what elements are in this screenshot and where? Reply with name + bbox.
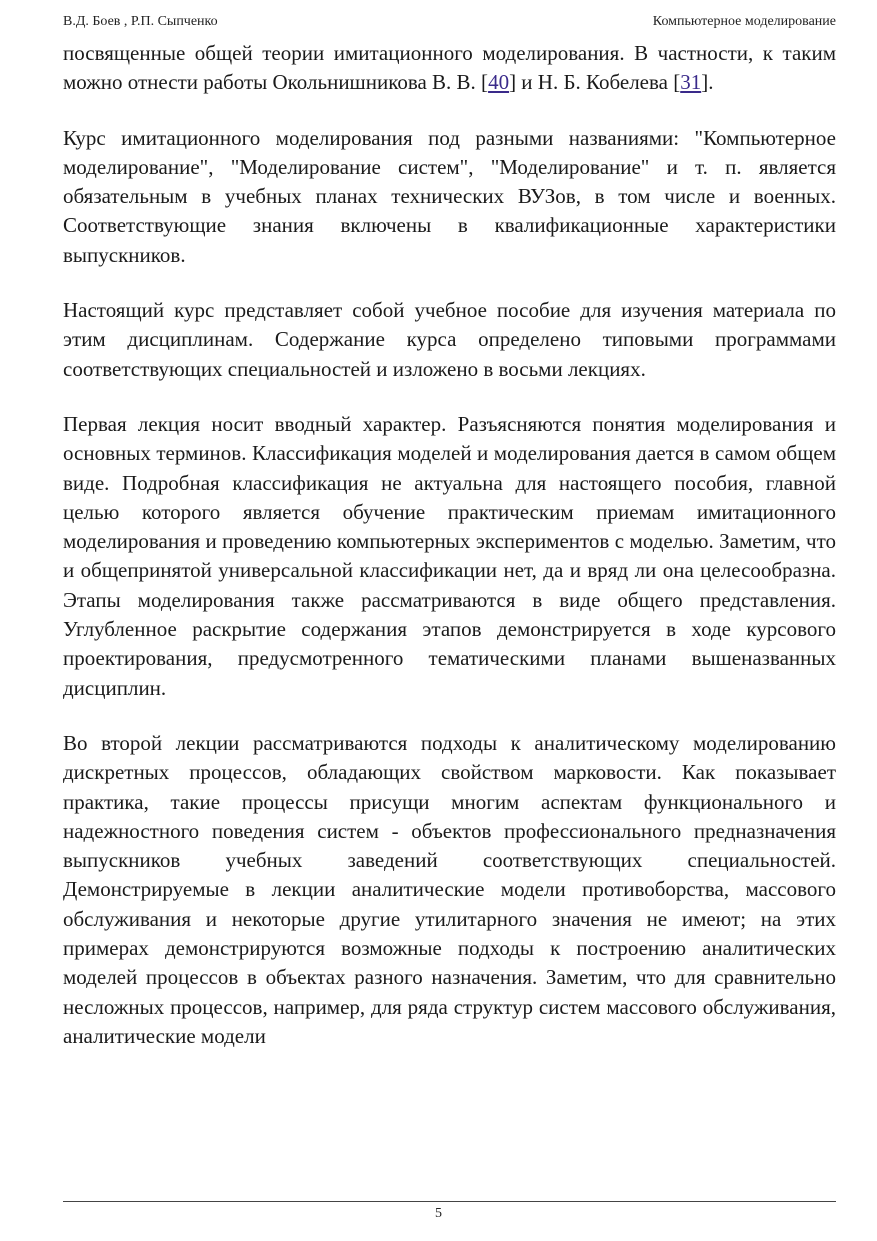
paragraph-3: Настоящий курс представляет собой учебное пособие для изучения материала по этим дисциплинам. Содержание курса определено типовыми программами соответствующих специальностей и изложено в восьми лекциях. — [63, 298, 836, 381]
paragraph-1-text-a: посвященные общей теории имитационного моделирования. В частности, к таким можно отнести работы Окольнишникова В. В. [ — [63, 41, 836, 95]
paragraph-1 — [63, 39, 836, 98]
page-header — [63, 14, 836, 36]
reference-link-31[interactable]: 31 — [680, 70, 702, 95]
header-book-title: Компьютерное моделирование — [652, 14, 836, 29]
paragraph-1-text-b: ] и Н. Б. Кобелева [ — [509, 70, 681, 95]
paragraph-4: Первая лекция носит вводный характер. Разъясняются понятия моделирования и основных терминов. Классификация моделей и моделирования дается в самом общем виде. Подробная классификация не актуальна для настоящего пособия, главной целью которого является обучение практическим приемам имитационного моделирования и проведению компьютерных экспериментов с моделью. Заметим, что и общепринятой универсальной классификации нет, да и вряд ли она целесообразна. Этапы моделирования также рассматриваются в виде общего представления. Углубленное раскрытие содержания этапов демонстрируется в ходе курсового проектирования, предусмотренного тематическими планами вышеназванных дисциплин. — [63, 411, 836, 700]
page-number: 5 — [435, 1206, 442, 1221]
paragraph-2: Курс имитационного моделирования под разными названиями: "Компьютерное моделирование", "Моделирование систем", "Моделирование" и т. п. является обязательным в учебных планах технических ВУЗов, в том числе и военных. Соответствующие знания включены в квалификационные характеристики выпускников. — [63, 125, 836, 267]
page-body — [63, 39, 836, 1077]
paragraph-5: Во второй лекции рассматриваются подходы к аналитическому моделированию дискретных процессов, обладающих свойством марковости. Как показывает практика, такие процессы присущи многим аспектам функционального и надежностного поведения систем - объектов профессионального предназначения выпускников учебных заведений соответствующих специальностей. Демонстрируемые в лекции аналитические модели противоборства, массового обслуживания и некоторые другие утилитарного значения не имеют; на этих примерах демонстрируются возможные подходы к построению аналитических моделей процессов в объектах разного назначения. Заметим, что для сравнительно несложных процессов, например, для ряда структур систем массового обслуживания, аналитические модели — [63, 730, 836, 1048]
header-authors: В.Д. Боев , Р.П. Сыпченко — [63, 14, 218, 29]
paragraph-1-text-c: ]. — [701, 70, 714, 95]
footer-divider — [63, 1201, 836, 1202]
reference-link-40[interactable]: 40 — [488, 70, 510, 95]
